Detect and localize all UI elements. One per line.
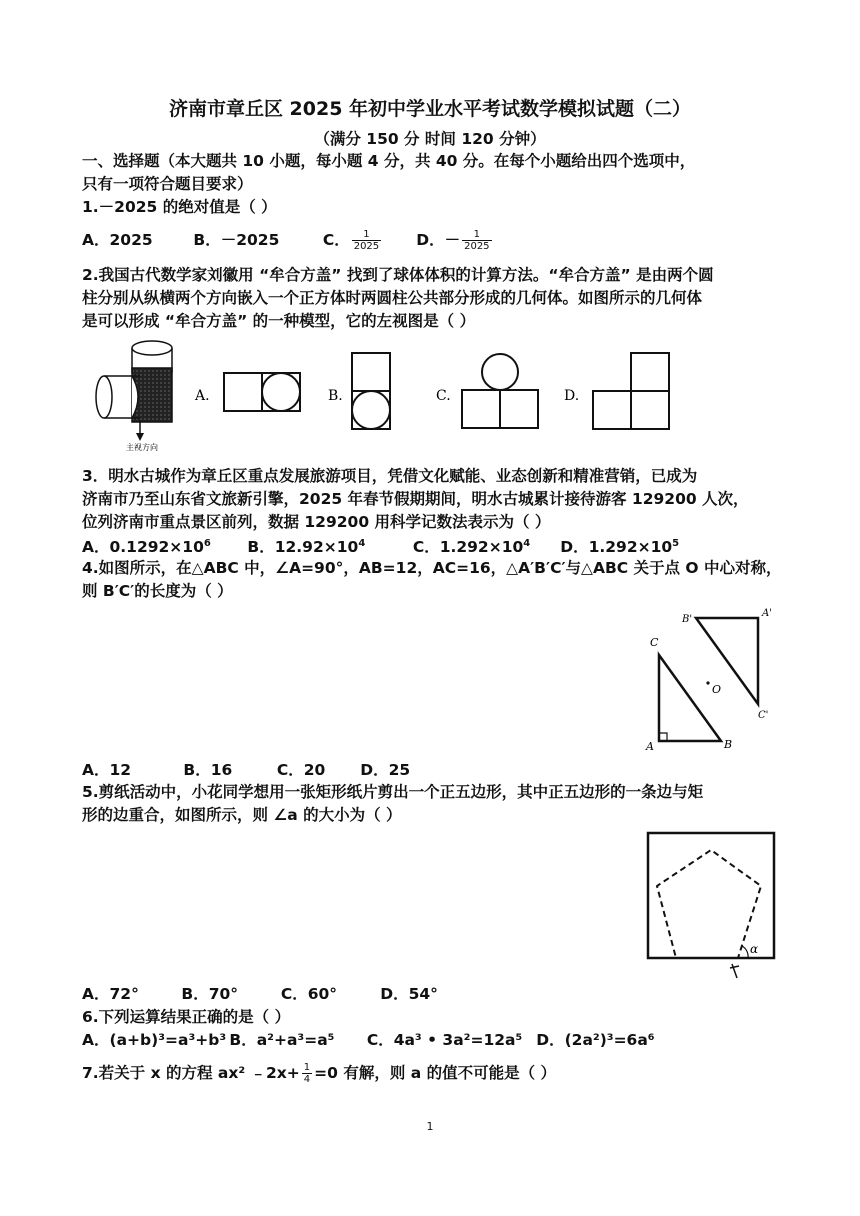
q6-option-a[interactable]: A．(a+b)³=a³+b³ (82, 1031, 227, 1049)
q5-option-d[interactable]: D．54° (380, 985, 438, 1003)
q2-option-d-square-top (631, 353, 669, 391)
q3-line-3: 位列济南市重点景区前列，数据 129200 用科学记数法表示为（ ） (82, 513, 551, 531)
q6-options (82, 1030, 655, 1050)
rectangle-paper (648, 833, 774, 958)
q2-option-c-circle (482, 354, 518, 390)
label-b: B (724, 738, 733, 751)
q2-option-c-square-right (500, 390, 538, 428)
fraction-numerator: 1 (352, 229, 381, 241)
q2-option-a-label[interactable]: A. (195, 388, 210, 404)
q2-option-d-label[interactable]: D. (564, 388, 580, 404)
q3-option-d-text: D．1.292×10 (560, 538, 673, 556)
section-heading-line-1: 一、选择题（本大题共 10 小题，每小题 4 分，共 40 分。在每个小题给出四个选项中， (82, 152, 696, 170)
q5-pentagon-figure (640, 828, 780, 983)
label-a: A (646, 740, 654, 753)
q7-fraction (302, 1062, 312, 1085)
q1-option-c-label: C． (322, 231, 350, 249)
center-point-o (706, 681, 709, 684)
q1-option-c[interactable] (323, 229, 411, 252)
q4-option-b[interactable]: B．16 (183, 761, 233, 779)
q3-option-d-exponent: 5 (672, 538, 680, 549)
q4-option-a[interactable]: A．12 (82, 761, 132, 779)
q2-option-b-square-top (352, 353, 390, 391)
q1-option-b[interactable]: B．－2025 (193, 231, 280, 249)
angle-arc (742, 946, 748, 958)
label-b1: B' (682, 614, 693, 625)
q4-line-2: 则 B′C′的长度为（ ） (82, 582, 233, 600)
label-c: C (650, 636, 659, 649)
q6-option-b[interactable]: B．a²+a³=a⁵ (229, 1031, 335, 1049)
q5-option-b[interactable]: B．70° (181, 985, 239, 1003)
q2-line-1: 2.我国古代数学家刘徽用 “牟合方盖” 找到了球体体积的计算方法。“牟合方盖” 是由两个圆 (82, 266, 714, 284)
q6-stem: 6.下列运算结果正确的是（ ） (82, 1008, 291, 1026)
page-number: 1 (426, 1120, 434, 1133)
q7-stem-start: 7.若关于 x 的方程 ax² ﹣2x+ (82, 1064, 300, 1082)
q5-options (82, 984, 438, 1004)
q5-line-1: 5.剪纸活动中，小花同学想用一张矩形纸片剪出一个正五边形，其中正五边形的一条边与矩 (82, 783, 704, 801)
q2-line-3: 是可以形成 “牟合方盖” 的一种模型，它的左视图是（ ） (82, 312, 476, 330)
q3-option-c[interactable] (413, 537, 555, 557)
label-c1: C' (758, 710, 769, 721)
label-a1: A' (762, 608, 772, 619)
q4-line-1: 4.如图所示，在△ABC 中，∠A=90°，AB=12，AC=16，△A′B′C′与△ABC 关于点 O 中心对称， (82, 559, 782, 577)
q4-option-c[interactable]: C．20 (276, 761, 326, 779)
q2-solid-figure (92, 338, 187, 453)
triangle-a1b1c1 (696, 618, 758, 704)
q2-option-c-square-left (462, 390, 500, 428)
fraction-numerator: 1 (462, 229, 491, 241)
q1-options (82, 229, 494, 252)
q3-option-c-exponent: 4 (523, 538, 531, 549)
q1-option-a[interactable]: A．2025 (82, 231, 153, 249)
q2-line-2: 柱分别从纵横两个方向嵌入一个正方体时两圆柱公共部分形成的几何体。如图所示的几何体 (82, 289, 703, 307)
q7-stem-end: =0 有解，则 a 的值不可能是（ ） (314, 1064, 556, 1082)
q4-options (82, 760, 410, 780)
q4-triangle-figure (640, 600, 785, 758)
q3-option-c-text: C．1.292×10 (412, 538, 524, 556)
q5-option-c[interactable]: C．60° (280, 985, 338, 1003)
fraction-denominator: 4 (303, 1074, 311, 1085)
q3-option-a-exponent: 6 (203, 538, 211, 549)
q1-stem: 1.－2025 的绝对值是（ ） (82, 198, 277, 216)
q1-option-d-fraction (462, 229, 491, 252)
q2-option-d-square-bottom-right (631, 391, 669, 429)
q2-option-figures (190, 350, 650, 430)
q2-option-b-label[interactable]: B. (328, 388, 343, 404)
exam-info: （满分 150 分 时间 120 分钟） (314, 130, 546, 148)
q2-option-a-square-left (224, 373, 262, 411)
label-alpha: α (750, 942, 759, 956)
q2-option-d-square-bottom-left (593, 391, 631, 429)
q3-option-a-text: A．0.1292×10 (82, 538, 204, 556)
q1-option-c-fraction (352, 229, 381, 252)
q5-option-a[interactable]: A．72° (82, 985, 139, 1003)
q5-line-2: 形的边重合，如图所示，则 ∠a 的大小为（ ） (82, 806, 402, 824)
dashed-pentagon (657, 850, 761, 958)
q3-line-2: 济南市乃至山东省文旅新引擎，2025 年春节假期期间，明水古城累计接待游客 129200 人次， (82, 490, 749, 508)
triangle-abc (659, 655, 721, 741)
q4-option-d[interactable]: D．25 (360, 761, 411, 779)
q3-option-b-text: B．12.92×10 (247, 538, 359, 556)
fraction-numerator: 1 (303, 1062, 311, 1073)
q1-option-d[interactable] (416, 229, 493, 252)
q3-option-a[interactable] (82, 537, 242, 557)
q2-option-c-label[interactable]: C. (436, 388, 451, 404)
label-o: O (712, 683, 722, 696)
q1-option-d-label: D．－ (416, 231, 461, 249)
q3-line-1: 3．明水古城作为章丘区重点发展旅游项目，凭借文化赋能、业态创新和精准营销，已成为 (82, 467, 698, 485)
section-heading-line-2: 只有一项符合题目要求） (82, 175, 253, 193)
fraction-denominator: 2025 (464, 241, 490, 252)
q2-option-b-circle (352, 391, 390, 429)
q6-option-d[interactable]: D．(2a²)³=6a⁶ (536, 1031, 655, 1049)
q3-option-d[interactable] (560, 537, 679, 557)
page-title: 济南市章丘区 2025 年初中学业水平考试数学模拟试题（二） (168, 98, 692, 120)
q3-options (82, 537, 679, 557)
q2-option-a-circle (262, 373, 300, 411)
q6-option-c[interactable]: C．4a³ • 3a²=12a⁵ (366, 1031, 523, 1049)
fraction-denominator: 2025 (353, 241, 380, 252)
handwritten-mark (730, 964, 739, 978)
q2-view-direction-label: 主视方向 (126, 443, 158, 452)
q3-option-b[interactable] (247, 537, 407, 557)
q7-stem (82, 1062, 556, 1085)
q3-option-b-exponent: 4 (358, 538, 366, 549)
